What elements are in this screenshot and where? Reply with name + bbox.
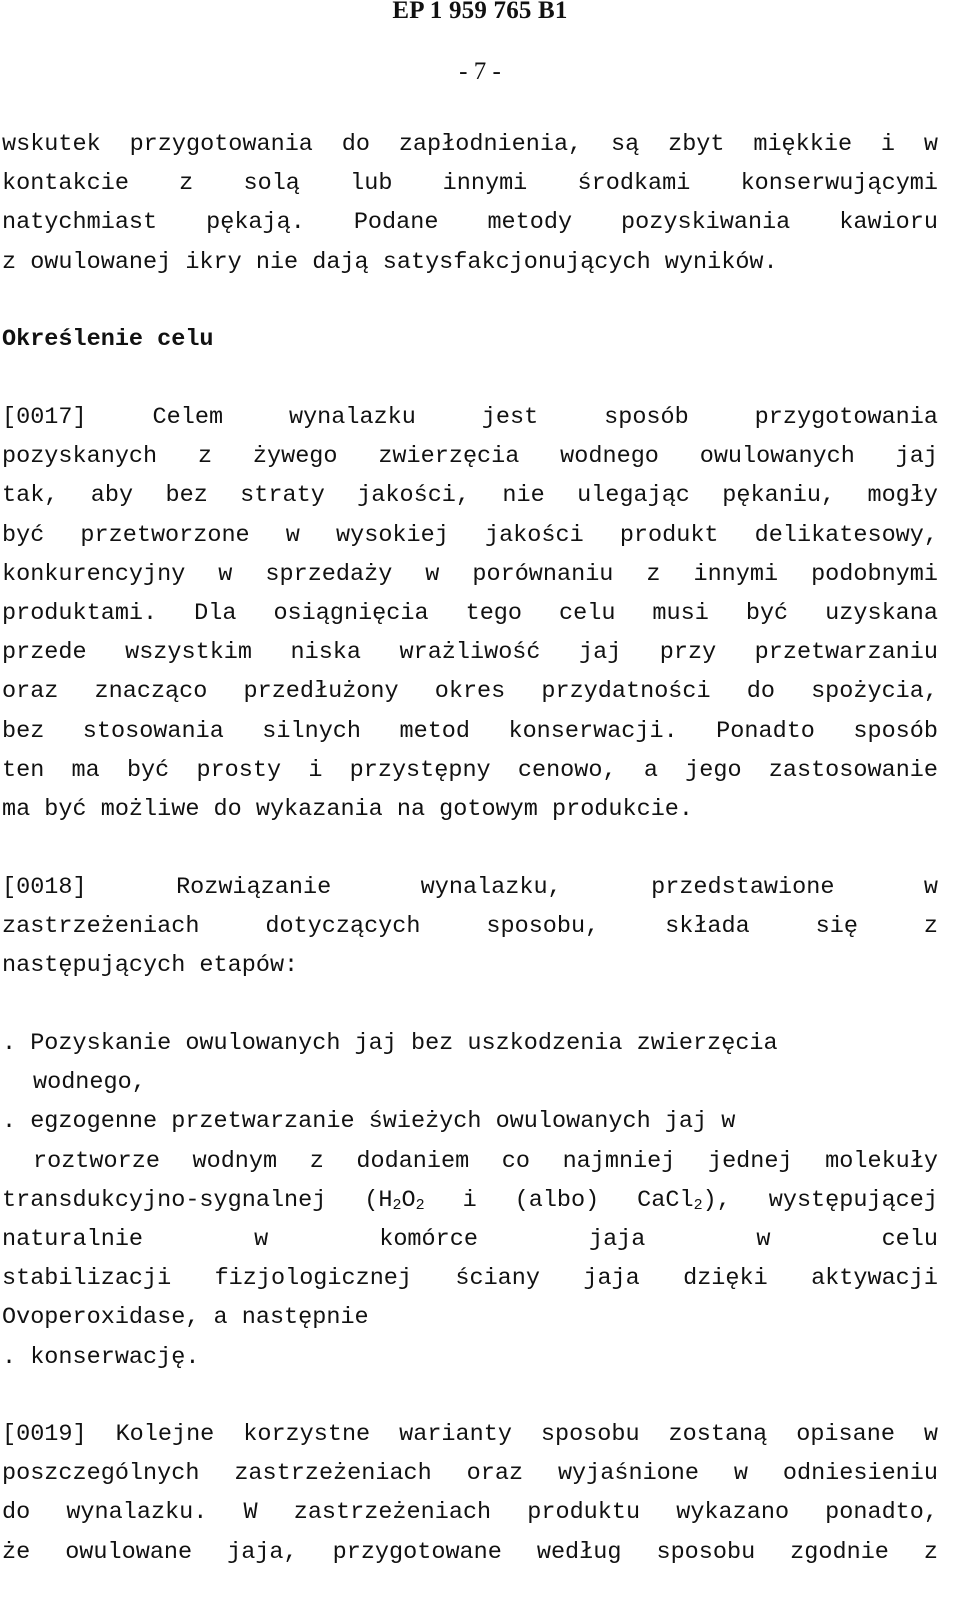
step-2: . egzogenne przetwarzanie świeżych owulowanych jaj w [2, 1108, 736, 1136]
page-number: - 7 - [459, 58, 501, 85]
text-line: wskutek przygotowania do zapłodnienia, są zbyt miękkie i w [2, 131, 938, 158]
step-1-continuation: wodnego, [33, 1069, 146, 1097]
step-2-continuation: roztworze wodnym z dodaniem co najmniej jednej molekuły [33, 1147, 938, 1175]
formula-text: O [401, 1186, 416, 1214]
subscript: 2 [392, 1196, 402, 1214]
text-line: przede wszystkim niska wrażliwość jaj przy przetwarzaniu [2, 639, 938, 667]
step-2-formula-line [2, 1181, 938, 1220]
text-line: natychmiast pękają. Podane metody pozyskiwania kawioru [2, 209, 938, 237]
paragraph-0019 [2, 1415, 938, 1572]
text-line: oraz znacząco przedłużony okres przydatności do spożycia, [2, 678, 938, 706]
formula-text: transdukcyjno-sygnalnej (H [2, 1186, 393, 1214]
step-3: . konserwację. [2, 1343, 200, 1371]
step-1: . Pozyskanie owulowanych jaj bez uszkodzenia zwierzęcia [2, 1030, 778, 1057]
text-line: następujących etapów: [2, 952, 299, 980]
paragraph-0017 [2, 398, 938, 829]
patent-number: EP 1 959 765 B1 [392, 0, 568, 24]
formula-text: i (albo) CaCl [424, 1186, 694, 1214]
text-line: bez stosowania silnych metod konserwacji. Ponadto sposób [2, 717, 938, 745]
intro-paragraph [2, 125, 938, 282]
text-line: być przetworzone w wysokiej jakości produkt delikatesowy, [2, 521, 938, 549]
step-2-continuation: Ovoperoxidase, a następnie [2, 1304, 369, 1332]
section-heading-block [2, 320, 938, 359]
text-line: [0017] Celem wynalazku jest sposób przygotowania [2, 404, 938, 431]
steps-list [2, 1024, 938, 1377]
text-line: [0019] Kolejne korzystne warianty sposobu zostaną opisane w [2, 1421, 938, 1448]
section-heading: Określenie celu [2, 326, 214, 353]
text-line: konkurencyjny w sprzedaży w porównaniu z innymi podobnymi [2, 560, 938, 588]
text-line: że owulowane jaja, przygotowane według sposobu zgodnie z [2, 1538, 938, 1566]
text-line: z owulowanej ikry nie dają satysfakcjonujących wyników. [2, 248, 778, 276]
text-line: do wynalazku. W zastrzeżeniach produktu wykazano ponadto, [2, 1499, 938, 1527]
subscript: 2 [415, 1196, 425, 1214]
step-2-continuation: stabilizacji fizjologicznej ściany jaja dzięki aktywacji [2, 1265, 938, 1293]
text-line: [0018] Rozwiązanie wynalazku, przedstawione w [2, 874, 938, 901]
subscript: 2 [693, 1196, 703, 1214]
text-line: tak, aby bez straty jakości, nie ulegając pękaniu, mogły [2, 482, 938, 510]
step-2-continuation: naturalnie w komórce jaja w celu [2, 1225, 938, 1253]
text-line: ma być możliwe do wykazania na gotowym produkcie. [2, 795, 694, 823]
text-line: produktami. Dla osiągnięcia tego celu musi być uzyskana [2, 599, 938, 627]
text-line: kontakcie z solą lub innymi środkami konserwującymi [2, 170, 938, 198]
text-line: poszczególnych zastrzeżeniach oraz wyjaśnione w odniesieniu [2, 1460, 938, 1488]
paragraph-0018 [2, 868, 938, 986]
text-line: pozyskanych z żywego zwierzęcia wodnego owulowanych jaj [2, 443, 938, 471]
formula-text: ), występującej [702, 1186, 938, 1214]
text-line: zastrzeżeniach dotyczących sposobu, składa się z [2, 913, 938, 941]
text-line: ten ma być prosty i przystępny cenowo, a jego zastosowanie [2, 756, 938, 784]
